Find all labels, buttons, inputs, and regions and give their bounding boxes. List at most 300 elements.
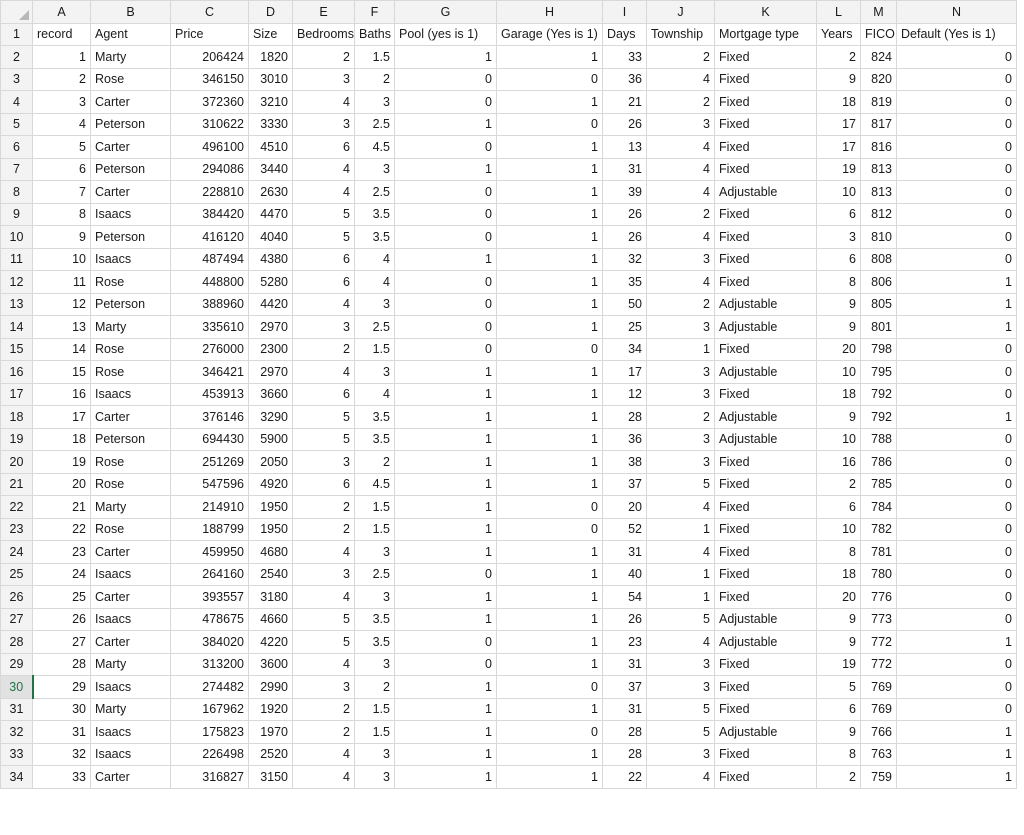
cell-size[interactable]: 4040 (249, 226, 293, 249)
cell-agent[interactable]: Rose (91, 361, 171, 384)
cell-bedrooms[interactable]: 5 (293, 226, 355, 249)
cell-size[interactable]: 2970 (249, 316, 293, 339)
cell-township[interactable]: 3 (647, 248, 715, 271)
column-header-b[interactable]: B (91, 1, 171, 24)
cell-township[interactable]: 5 (647, 608, 715, 631)
row-header[interactable]: 24 (1, 541, 33, 564)
cell-mortgage-type[interactable]: Fixed (715, 698, 817, 721)
cell-fico[interactable]: 769 (861, 676, 897, 699)
cell-pool[interactable]: 0 (395, 338, 497, 361)
cell-mortgage-type[interactable]: Fixed (715, 203, 817, 226)
cell-township[interactable]: 4 (647, 631, 715, 654)
cell-township[interactable]: 4 (647, 226, 715, 249)
cell-default[interactable]: 0 (897, 451, 1017, 474)
cell-days[interactable]: 38 (603, 451, 647, 474)
cell-bedrooms[interactable]: 2 (293, 721, 355, 744)
cell-garage[interactable]: 1 (497, 46, 603, 69)
cell-agent[interactable]: Carter (91, 91, 171, 114)
cell-agent[interactable]: Isaacs (91, 203, 171, 226)
cell-mortgage-type[interactable]: Fixed (715, 113, 817, 136)
column-header-l[interactable]: L (817, 1, 861, 24)
cell-agent[interactable]: Isaacs (91, 608, 171, 631)
cell-record[interactable]: 17 (33, 406, 91, 429)
cell-years[interactable]: 19 (817, 653, 861, 676)
cell-bedrooms[interactable]: 6 (293, 248, 355, 271)
cell-agent[interactable]: Isaacs (91, 743, 171, 766)
cell-days[interactable]: 31 (603, 653, 647, 676)
cell-township[interactable]: 4 (647, 136, 715, 159)
cell-garage[interactable]: 1 (497, 766, 603, 789)
cell-agent[interactable]: Peterson (91, 226, 171, 249)
cell-mortgage-type[interactable]: Adjustable (715, 293, 817, 316)
cell-price[interactable]: 487494 (171, 248, 249, 271)
cell-price[interactable]: 188799 (171, 518, 249, 541)
row-header[interactable]: 34 (1, 766, 33, 789)
cell-default[interactable]: 0 (897, 203, 1017, 226)
cell-price[interactable]: 384420 (171, 203, 249, 226)
cell-fico[interactable]: 817 (861, 113, 897, 136)
cell-bedrooms[interactable]: 2 (293, 496, 355, 519)
cell-garage[interactable]: 1 (497, 136, 603, 159)
cell-garage[interactable]: 1 (497, 361, 603, 384)
cell-baths[interactable]: 2.5 (355, 316, 395, 339)
cell-days[interactable]: 22 (603, 766, 647, 789)
cell-garage[interactable]: 1 (497, 541, 603, 564)
cell-default[interactable]: 0 (897, 113, 1017, 136)
cell-years[interactable]: 2 (817, 46, 861, 69)
cell-default[interactable]: 0 (897, 676, 1017, 699)
row-header[interactable]: 9 (1, 203, 33, 226)
cell-fico[interactable]: 806 (861, 271, 897, 294)
cell-years[interactable]: 18 (817, 383, 861, 406)
cell-mortgage-type[interactable]: Adjustable (715, 316, 817, 339)
cell-days[interactable]: 26 (603, 203, 647, 226)
row-header[interactable]: 20 (1, 451, 33, 474)
cell-mortgage-type[interactable]: Fixed (715, 653, 817, 676)
cell-days[interactable]: 20 (603, 496, 647, 519)
cell-size[interactable]: 2970 (249, 361, 293, 384)
cell-record[interactable]: 29 (33, 676, 91, 699)
cell-days[interactable]: 25 (603, 316, 647, 339)
cell-size[interactable]: 3180 (249, 586, 293, 609)
cell-garage[interactable]: 0 (497, 721, 603, 744)
cell-record[interactable]: 15 (33, 361, 91, 384)
cell-size[interactable]: 3440 (249, 158, 293, 181)
cell-garage[interactable]: 1 (497, 428, 603, 451)
cell-days[interactable]: 17 (603, 361, 647, 384)
cell-township[interactable]: 3 (647, 743, 715, 766)
column-header-a[interactable]: A (33, 1, 91, 24)
cell-default[interactable]: 0 (897, 473, 1017, 496)
cell-township[interactable]: 2 (647, 293, 715, 316)
cell-pool[interactable]: 0 (395, 226, 497, 249)
cell-price[interactable]: 214910 (171, 496, 249, 519)
cell-size[interactable]: 4420 (249, 293, 293, 316)
cell-size[interactable]: 2050 (249, 451, 293, 474)
cell-garage[interactable]: 1 (497, 563, 603, 586)
cell-record[interactable]: 21 (33, 496, 91, 519)
cell-fico[interactable]: 763 (861, 743, 897, 766)
cell-fico[interactable]: 820 (861, 68, 897, 91)
cell-pool[interactable]: 0 (395, 293, 497, 316)
cell-township[interactable]: 4 (647, 496, 715, 519)
cell-baths[interactable]: 3 (355, 91, 395, 114)
cell-size[interactable]: 5280 (249, 271, 293, 294)
cell-size[interactable]: 3010 (249, 68, 293, 91)
cell-default[interactable]: 0 (897, 158, 1017, 181)
cell-price[interactable]: 274482 (171, 676, 249, 699)
cell-fico[interactable]: 782 (861, 518, 897, 541)
cell-garage[interactable]: 1 (497, 451, 603, 474)
cell-record[interactable]: 7 (33, 181, 91, 204)
cell-record[interactable]: 30 (33, 698, 91, 721)
cell-baths[interactable]: 3 (355, 361, 395, 384)
cell-fico[interactable]: 759 (861, 766, 897, 789)
cell-agent[interactable]: Rose (91, 518, 171, 541)
cell-bedrooms[interactable]: 6 (293, 136, 355, 159)
cell-record[interactable]: 20 (33, 473, 91, 496)
cell-township[interactable]: 3 (647, 428, 715, 451)
cell-price[interactable]: 393557 (171, 586, 249, 609)
cell-pool[interactable]: 1 (395, 113, 497, 136)
cell-days[interactable]: 50 (603, 293, 647, 316)
cell-garage[interactable]: 1 (497, 293, 603, 316)
cell-baths[interactable]: 4 (355, 248, 395, 271)
cell-record[interactable]: 33 (33, 766, 91, 789)
cell-days[interactable]: 26 (603, 113, 647, 136)
cell-agent[interactable]: Rose (91, 68, 171, 91)
cell-garage[interactable]: 1 (497, 91, 603, 114)
cell-fico[interactable]: 788 (861, 428, 897, 451)
cell-agent[interactable]: Rose (91, 473, 171, 496)
cell-size[interactable]: 2630 (249, 181, 293, 204)
cell-agent[interactable]: Marty (91, 316, 171, 339)
cell-baths[interactable]: 3 (355, 586, 395, 609)
cell-township[interactable]: 2 (647, 406, 715, 429)
cell-agent[interactable]: Marty (91, 653, 171, 676)
cell-bedrooms[interactable]: 5 (293, 428, 355, 451)
cell-mortgage-type[interactable]: Fixed (715, 518, 817, 541)
cell-default[interactable]: 0 (897, 541, 1017, 564)
cell-pool[interactable]: 1 (395, 766, 497, 789)
cell-baths[interactable]: 1.5 (355, 338, 395, 361)
cell-days[interactable]: 31 (603, 158, 647, 181)
row-header[interactable]: 19 (1, 428, 33, 451)
cell-default[interactable]: 1 (897, 631, 1017, 654)
cell-agent[interactable]: Peterson (91, 293, 171, 316)
cell-agent[interactable]: Carter (91, 586, 171, 609)
cell-default[interactable]: 1 (897, 721, 1017, 744)
cell-bedrooms[interactable]: 4 (293, 743, 355, 766)
cell-default[interactable]: 0 (897, 248, 1017, 271)
cell-pool[interactable]: 1 (395, 473, 497, 496)
cell-mortgage-type[interactable]: Fixed (715, 158, 817, 181)
cell-baths[interactable]: 2 (355, 68, 395, 91)
cell-fico[interactable]: 786 (861, 451, 897, 474)
cell-fico[interactable]: 801 (861, 316, 897, 339)
cell-days[interactable]: 40 (603, 563, 647, 586)
column-header-d[interactable]: D (249, 1, 293, 24)
cell-days[interactable]: 32 (603, 248, 647, 271)
cell-fico[interactable]: 824 (861, 46, 897, 69)
cell-baths[interactable]: 1.5 (355, 518, 395, 541)
cell-pool[interactable]: 1 (395, 496, 497, 519)
cell-bedrooms[interactable]: 6 (293, 473, 355, 496)
cell-baths[interactable]: 3 (355, 158, 395, 181)
row-header[interactable]: 7 (1, 158, 33, 181)
cell-township[interactable]: 4 (647, 181, 715, 204)
cell-agent[interactable]: Carter (91, 181, 171, 204)
cell-agent[interactable]: Carter (91, 766, 171, 789)
cell-pool[interactable]: 1 (395, 428, 497, 451)
cell-price[interactable]: 316827 (171, 766, 249, 789)
cell-baths[interactable]: 3 (355, 766, 395, 789)
cell-bedrooms[interactable]: 2 (293, 46, 355, 69)
cell-size[interactable]: 4470 (249, 203, 293, 226)
cell-record[interactable]: 3 (33, 91, 91, 114)
cell-days[interactable]: 54 (603, 586, 647, 609)
select-all-corner[interactable] (1, 1, 33, 24)
cell-mortgage-type[interactable]: Fixed (715, 563, 817, 586)
cell-township[interactable]: 3 (647, 676, 715, 699)
cell-record[interactable]: 2 (33, 68, 91, 91)
cell-baths[interactable]: 3.5 (355, 203, 395, 226)
cell-garage[interactable]: 1 (497, 406, 603, 429)
cell-size[interactable]: 1820 (249, 46, 293, 69)
cell-default[interactable]: 0 (897, 428, 1017, 451)
cell-price[interactable]: 335610 (171, 316, 249, 339)
row-header[interactable]: 25 (1, 563, 33, 586)
cell-record[interactable]: 4 (33, 113, 91, 136)
cell-township[interactable]: 3 (647, 451, 715, 474)
cell-fico[interactable]: 816 (861, 136, 897, 159)
cell-fico[interactable]: 798 (861, 338, 897, 361)
cell-record[interactable]: 6 (33, 158, 91, 181)
row-header[interactable]: 22 (1, 496, 33, 519)
cell-pool[interactable]: 1 (395, 721, 497, 744)
cell-agent[interactable]: Marty (91, 496, 171, 519)
cell-fico[interactable]: 781 (861, 541, 897, 564)
column-header-c[interactable]: C (171, 1, 249, 24)
header-cell-agent[interactable]: Agent (91, 23, 171, 46)
row-header[interactable]: 23 (1, 518, 33, 541)
column-header-m[interactable]: M (861, 1, 897, 24)
cell-record[interactable]: 25 (33, 586, 91, 609)
cell-price[interactable]: 346150 (171, 68, 249, 91)
cell-agent[interactable]: Peterson (91, 158, 171, 181)
cell-days[interactable]: 36 (603, 428, 647, 451)
cell-mortgage-type[interactable]: Fixed (715, 676, 817, 699)
cell-baths[interactable]: 3.5 (355, 608, 395, 631)
cell-default[interactable]: 1 (897, 271, 1017, 294)
cell-pool[interactable]: 1 (395, 586, 497, 609)
cell-garage[interactable]: 1 (497, 316, 603, 339)
cell-default[interactable]: 0 (897, 136, 1017, 159)
cell-township[interactable]: 4 (647, 158, 715, 181)
cell-baths[interactable]: 3 (355, 293, 395, 316)
cell-record[interactable]: 23 (33, 541, 91, 564)
cell-years[interactable]: 20 (817, 586, 861, 609)
cell-mortgage-type[interactable]: Fixed (715, 46, 817, 69)
cell-garage[interactable]: 0 (497, 676, 603, 699)
cell-mortgage-type[interactable]: Fixed (715, 586, 817, 609)
cell-bedrooms[interactable]: 6 (293, 383, 355, 406)
cell-record[interactable]: 26 (33, 608, 91, 631)
column-header-n[interactable]: N (897, 1, 1017, 24)
cell-baths[interactable]: 2.5 (355, 181, 395, 204)
cell-record[interactable]: 24 (33, 563, 91, 586)
cell-mortgage-type[interactable]: Fixed (715, 473, 817, 496)
header-cell-years[interactable]: Years (817, 23, 861, 46)
cell-years[interactable]: 9 (817, 406, 861, 429)
cell-default[interactable]: 1 (897, 406, 1017, 429)
cell-size[interactable]: 3290 (249, 406, 293, 429)
cell-bedrooms[interactable]: 4 (293, 181, 355, 204)
cell-bedrooms[interactable]: 5 (293, 406, 355, 429)
cell-fico[interactable]: 785 (861, 473, 897, 496)
cell-years[interactable]: 8 (817, 541, 861, 564)
cell-record[interactable]: 9 (33, 226, 91, 249)
row-header[interactable]: 21 (1, 473, 33, 496)
cell-baths[interactable]: 4.5 (355, 473, 395, 496)
cell-fico[interactable]: 808 (861, 248, 897, 271)
cell-township[interactable]: 3 (647, 316, 715, 339)
cell-price[interactable]: 346421 (171, 361, 249, 384)
cell-pool[interactable]: 1 (395, 248, 497, 271)
row-header[interactable]: 5 (1, 113, 33, 136)
row-header[interactable]: 14 (1, 316, 33, 339)
cell-township[interactable]: 5 (647, 698, 715, 721)
cell-mortgage-type[interactable]: Adjustable (715, 608, 817, 631)
column-header-j[interactable]: J (647, 1, 715, 24)
cell-days[interactable]: 34 (603, 338, 647, 361)
cell-size[interactable]: 1950 (249, 518, 293, 541)
cell-township[interactable]: 4 (647, 271, 715, 294)
cell-years[interactable]: 10 (817, 361, 861, 384)
cell-garage[interactable]: 1 (497, 653, 603, 676)
cell-years[interactable]: 5 (817, 676, 861, 699)
cell-bedrooms[interactable]: 2 (293, 338, 355, 361)
cell-days[interactable]: 37 (603, 676, 647, 699)
cell-size[interactable]: 3150 (249, 766, 293, 789)
cell-default[interactable]: 0 (897, 181, 1017, 204)
cell-fico[interactable]: 772 (861, 653, 897, 676)
cell-bedrooms[interactable]: 2 (293, 518, 355, 541)
cell-pool[interactable]: 1 (395, 743, 497, 766)
cell-years[interactable]: 18 (817, 91, 861, 114)
cell-days[interactable]: 52 (603, 518, 647, 541)
cell-township[interactable]: 4 (647, 766, 715, 789)
cell-price[interactable]: 694430 (171, 428, 249, 451)
column-header-i[interactable]: I (603, 1, 647, 24)
cell-price[interactable]: 294086 (171, 158, 249, 181)
cell-days[interactable]: 26 (603, 608, 647, 631)
cell-days[interactable]: 23 (603, 631, 647, 654)
cell-price[interactable]: 416120 (171, 226, 249, 249)
cell-size[interactable]: 3210 (249, 91, 293, 114)
cell-bedrooms[interactable]: 4 (293, 766, 355, 789)
cell-township[interactable]: 5 (647, 721, 715, 744)
cell-baths[interactable]: 3.5 (355, 428, 395, 451)
header-cell-pool[interactable]: Pool (yes is 1) (395, 23, 497, 46)
header-cell-days[interactable]: Days (603, 23, 647, 46)
cell-mortgage-type[interactable]: Fixed (715, 338, 817, 361)
cell-agent[interactable]: Carter (91, 541, 171, 564)
cell-price[interactable]: 264160 (171, 563, 249, 586)
cell-years[interactable]: 10 (817, 181, 861, 204)
cell-default[interactable]: 0 (897, 518, 1017, 541)
cell-mortgage-type[interactable]: Fixed (715, 496, 817, 519)
cell-fico[interactable]: 769 (861, 698, 897, 721)
cell-years[interactable]: 17 (817, 136, 861, 159)
cell-baths[interactable]: 2 (355, 676, 395, 699)
row-header[interactable]: 33 (1, 743, 33, 766)
cell-garage[interactable]: 1 (497, 158, 603, 181)
cell-price[interactable]: 459950 (171, 541, 249, 564)
cell-mortgage-type[interactable]: Fixed (715, 248, 817, 271)
cell-township[interactable]: 4 (647, 541, 715, 564)
cell-garage[interactable]: 1 (497, 203, 603, 226)
cell-years[interactable]: 8 (817, 271, 861, 294)
cell-default[interactable]: 0 (897, 563, 1017, 586)
row-header[interactable]: 6 (1, 136, 33, 159)
cell-years[interactable]: 6 (817, 203, 861, 226)
cell-baths[interactable]: 2.5 (355, 113, 395, 136)
cell-price[interactable]: 276000 (171, 338, 249, 361)
cell-price[interactable]: 313200 (171, 653, 249, 676)
cell-pool[interactable]: 1 (395, 46, 497, 69)
cell-price[interactable]: 206424 (171, 46, 249, 69)
cell-pool[interactable]: 1 (395, 158, 497, 181)
cell-pool[interactable]: 0 (395, 563, 497, 586)
cell-bedrooms[interactable]: 4 (293, 586, 355, 609)
cell-record[interactable]: 16 (33, 383, 91, 406)
cell-township[interactable]: 2 (647, 203, 715, 226)
cell-record[interactable]: 18 (33, 428, 91, 451)
cell-years[interactable]: 8 (817, 743, 861, 766)
row-header[interactable]: 31 (1, 698, 33, 721)
cell-mortgage-type[interactable]: Adjustable (715, 721, 817, 744)
cell-fico[interactable]: 795 (861, 361, 897, 384)
cell-garage[interactable]: 0 (497, 338, 603, 361)
cell-days[interactable]: 26 (603, 226, 647, 249)
cell-default[interactable]: 0 (897, 91, 1017, 114)
cell-default[interactable]: 0 (897, 46, 1017, 69)
cell-price[interactable]: 226498 (171, 743, 249, 766)
cell-pool[interactable]: 1 (395, 451, 497, 474)
cell-days[interactable]: 36 (603, 68, 647, 91)
cell-default[interactable]: 0 (897, 338, 1017, 361)
cell-years[interactable]: 6 (817, 248, 861, 271)
cell-days[interactable]: 28 (603, 721, 647, 744)
cell-baths[interactable]: 3.5 (355, 226, 395, 249)
row-header[interactable]: 4 (1, 91, 33, 114)
cell-mortgage-type[interactable]: Fixed (715, 451, 817, 474)
cell-baths[interactable]: 4 (355, 271, 395, 294)
cell-days[interactable]: 35 (603, 271, 647, 294)
cell-years[interactable]: 20 (817, 338, 861, 361)
cell-mortgage-type[interactable]: Fixed (715, 541, 817, 564)
cell-pool[interactable]: 1 (395, 406, 497, 429)
column-header-e[interactable]: E (293, 1, 355, 24)
row-header[interactable]: 1 (1, 23, 33, 46)
cell-agent[interactable]: Isaacs (91, 721, 171, 744)
cell-baths[interactable]: 3.5 (355, 406, 395, 429)
cell-size[interactable]: 1970 (249, 721, 293, 744)
cell-mortgage-type[interactable]: Adjustable (715, 631, 817, 654)
row-header[interactable]: 18 (1, 406, 33, 429)
cell-years[interactable]: 19 (817, 158, 861, 181)
